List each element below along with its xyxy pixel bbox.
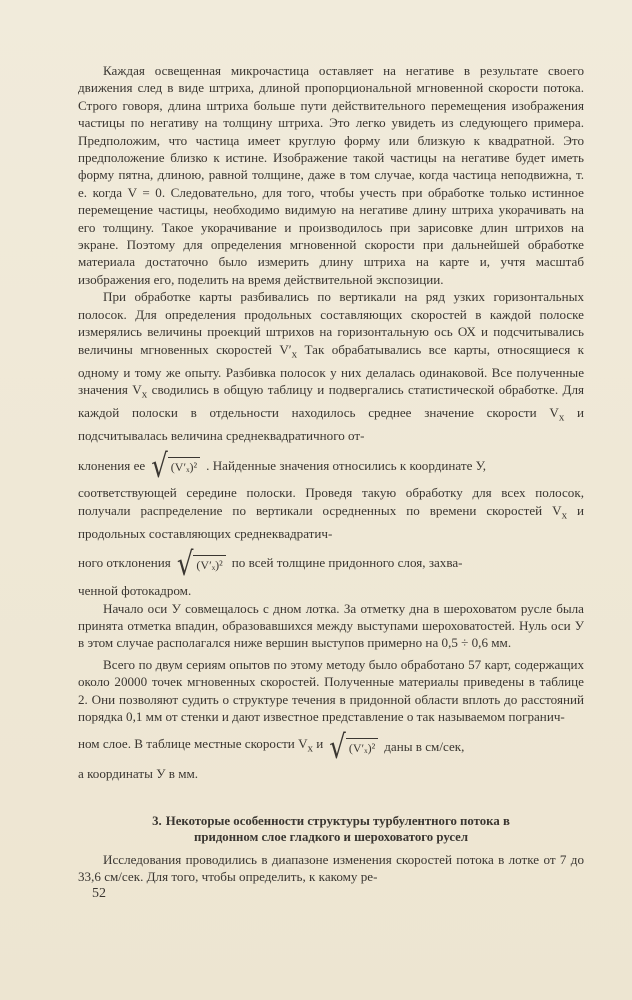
paragraph-4: Всего по двум сериям опытов по этому методу было обработано 57 карт, содержащих около 20000 точек мгновенных скоростей. Полученные материалы приведены в таблице 2. Они позволяют судить о структуре течения в придонной области вплоть до расстояний порядка 0,1 мм от стенки и дают известное представление о так называемом погранич- (78, 656, 584, 725)
paragraph-2-cont: соответствующей середине полоски. Проведя такую обработку для всех полосок, получали распределение по вертикали осредненных по времени скоростей $V_x$ и продольных составляющих среднеквадратич- (78, 485, 584, 541)
paragraph-3: Начало оси У совмещалось с дном лотка. За отметку дна в шероховатом русле была принята отметка впадин, образовавшихся между выступами шероховатостей. Нуль оси У в этом случае располагался ниже вершин выступов примерно на 0,5 ÷ 0,6 мм. (78, 600, 584, 651)
sqrt-formula: √ (V′ₓ)² (329, 731, 378, 761)
paragraph-4-end: а координаты У в мм. (78, 766, 199, 782)
formula-line-3: ном слое. В таблице местные скорости $V_x$ и √ (V′ₓ)² даны в см/сек, (78, 729, 465, 768)
page-number: 52 (92, 886, 106, 901)
paragraph-2-end: ченной фотокадром. (78, 583, 192, 599)
body-text (78, 62, 584, 886)
sqrt-formula: √ (V′ₓ)² (151, 450, 200, 480)
sqrt-formula: √ (V′ₓ)² (177, 548, 226, 578)
paragraph-2: При обработке карты разбивались по вертикали на ряд узких горизонтальных полосок. Для определения продольных составляющих скоростей в каждой полоске измерялись величины проекций штрихов на горизонтальную ось ОХ и подсчитывались величины мгновенных скоростей $V'_x$ Так обрабатывались все карты, относящиеся к одному и тому же опыту. Разбивка полосок у них делалась одинаковой. Все полученные значения $V_x$ сводились в общую таблицу и подвергались статистической обработке. Для каждой полоски в отдельности находилось среднее значение скорости $V_x$ и подсчитывалась величина среднеквадратичного от- (78, 289, 585, 443)
formula-line-2: ного отклонения √ (V′ₓ)² по всей толщине придонного слоя, захва- (78, 546, 463, 584)
section-heading: 3. Некоторые особенности структуры турбулентного потока в придонном слое гладкого и шероховатого русел (152, 813, 510, 844)
formula-line-1: клонения ее √ (V′ₓ)² . Найденные значения относились к координате У, (78, 448, 487, 487)
paragraph-5: Исследования проводились в диапазоне изменения скоростей потока в лотке от 7 до 33,6 см/сек. Для того, чтобы определить, к какому ре- (78, 851, 584, 885)
paragraph-1: Каждая освещенная микрочастица оставляет на негативе в результате своего движения след в виде штриха, длиной пропорциональной мгновенной скорости потока. Строго говоря, длина штриха больше пути действительного перемещения изображения частицы по негативу на толщину штриха. Это легко увидеть из следующего примера. Предположим, что частица имеет круглую форму или близкую к квадратной. Это предположение близко к истине. Изображение такой частицы на негативе будет иметь форму пятна, длиною, равной толщине, даже в том случае, когда частица неподвижна, т. е. когда V = 0. Следовательно, для того, чтобы учесть при обработке только истинное перемещение частицы, необходимо видимую на негативе длину штриха укорачивать на его толщину. Такое укорачивание и производилось при зарисовке длин штрихов на экране. Поэтому для определения мгновенной скорости при дальнейшей обработке материала достаточно было измерить длину штриха на карте и, учтя масштаб изображения его, поделить на время действительной экспозиции. (78, 63, 584, 287)
